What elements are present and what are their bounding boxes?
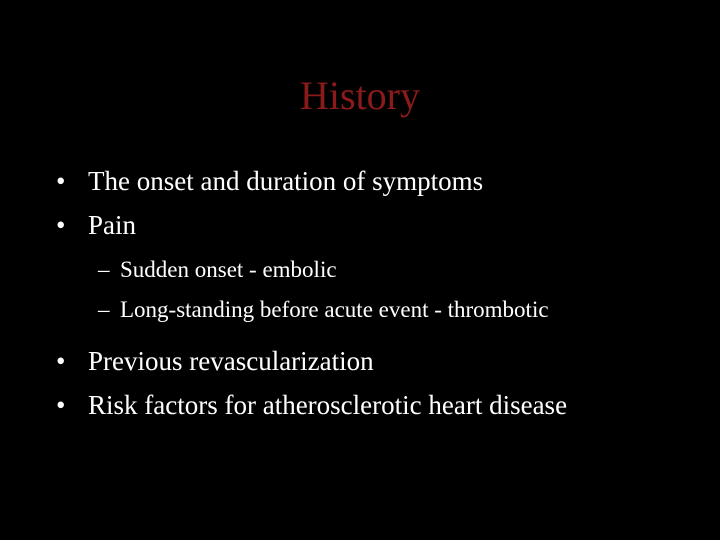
bullet-marker: •	[56, 346, 66, 376]
sub-bullet-text: Long-standing before acute event - thrombotic	[120, 297, 549, 322]
bullet-item	[56, 162, 696, 206]
bullet-marker: •	[56, 166, 66, 196]
bullet-marker: •	[56, 390, 66, 420]
sub-bullet-text: Sudden onset - embolic	[120, 257, 337, 282]
slide-title: History	[300, 73, 420, 118]
bullet-text: Pain	[88, 210, 137, 240]
bullet-item	[56, 206, 696, 250]
bullet-item	[56, 342, 696, 386]
bullet-text: The onset and duration of symptoms	[88, 166, 484, 196]
bullet-text: Risk factors for atherosclerotic heart disease	[88, 390, 568, 420]
sub-bullet-item	[98, 294, 696, 334]
bullet-item	[56, 386, 696, 430]
sub-bullet-marker: –	[98, 257, 110, 282]
slide-body	[56, 162, 696, 430]
sub-bullet-marker: –	[98, 297, 110, 322]
sub-bullet-list	[56, 254, 696, 334]
sub-bullet-item	[98, 254, 696, 294]
bullet-marker: •	[56, 210, 66, 240]
bullet-text: Previous revascularization	[88, 346, 374, 376]
